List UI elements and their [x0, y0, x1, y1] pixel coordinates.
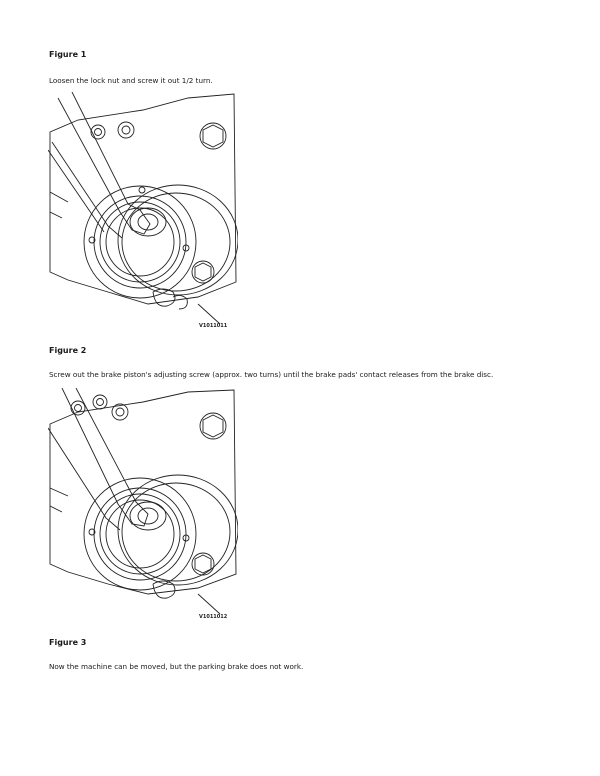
figure-1-image-code: V1011011: [199, 323, 228, 329]
figure-2-illustration: [48, 388, 238, 624]
figure-2-caption: Screw out the brake piston's adjusting screw (approx. two turns) until the brake pads' contact releases from the brake disc.: [49, 370, 494, 379]
figure-1-caption: Loosen the lock nut and screw it out 1/2 turn.: [49, 76, 213, 85]
figure-2-title: Figure 2: [49, 346, 87, 355]
figure-1-illustration: [48, 92, 238, 336]
figure-1-title: Figure 1: [49, 50, 87, 59]
figure-3-title: Figure 3: [49, 638, 87, 647]
figure-2-image-code: V1011012: [199, 614, 228, 620]
figure-3-caption: Now the machine can be moved, but the parking brake does not work.: [49, 662, 304, 671]
